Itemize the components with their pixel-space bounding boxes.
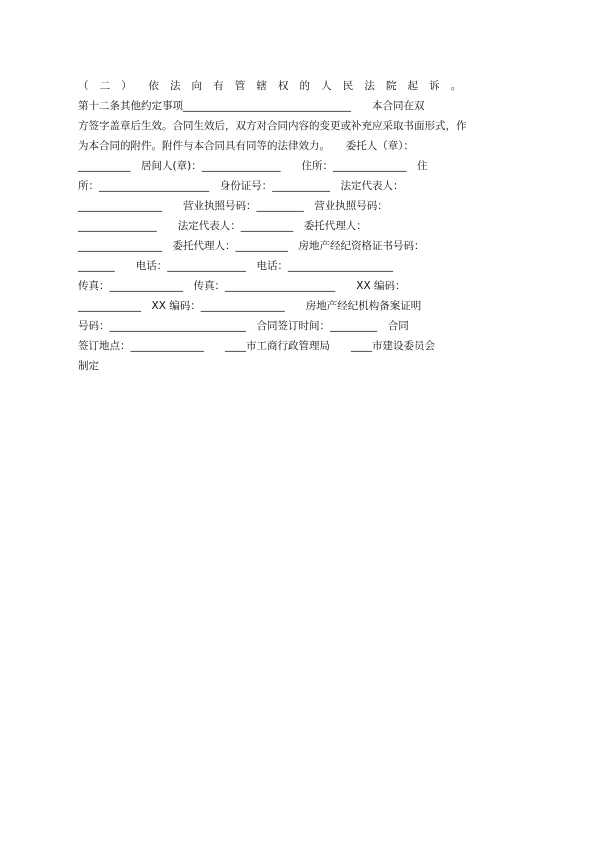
text-line-5: __________ 居间人(章)：_______________ 住所：______________ 住 — [78, 160, 428, 172]
text-line-11: 传真：______________ 传真：_____________________ XX 编码： — [78, 280, 406, 292]
text-line-7: ________________ 营业执照号码：_________ 营业执照号码： — [78, 200, 388, 212]
text-line-1: （ 二 ） 依 法 向 有 管 辖 权 的 人 民 法 院 起 诉 。 — [78, 80, 462, 92]
text-line-14: 签订地点：______________ ____市工商行政管理局 ____市建设委员会 — [78, 340, 435, 352]
text-line-10: _______ 电话：_______________ 电话：____________________ — [78, 260, 393, 272]
text-line-2: 第十二条其他约定事项________________________________ 本合同在双 — [78, 100, 425, 112]
text-line-9: ________________ 委托代理人：__________ 房地产经纪资格证书号码： — [78, 240, 425, 252]
text-line-12: ____________ XX 编码：________________ 房地产经纪机构备案证明 — [78, 300, 422, 312]
text-line-13: 号码：__________________________ 合同签订时间：_________ 合同 — [78, 320, 409, 332]
text-line-6: 所：_____________________ 身份证号：___________ 法定代表人： — [78, 180, 404, 192]
text-line-4: 为本合同的附件。附件与本合同具有同等的法律效力。 委托人（章）： — [78, 140, 414, 152]
text-line-3: 方签字盖章后生效。合同生效后，双方对合同内容的变更或补充应采取书面形式，作 — [78, 120, 467, 132]
text-line-8: _______________ 法定代表人：__________ 委托代理人： — [78, 220, 367, 232]
text-line-15: 制定 — [78, 360, 99, 372]
